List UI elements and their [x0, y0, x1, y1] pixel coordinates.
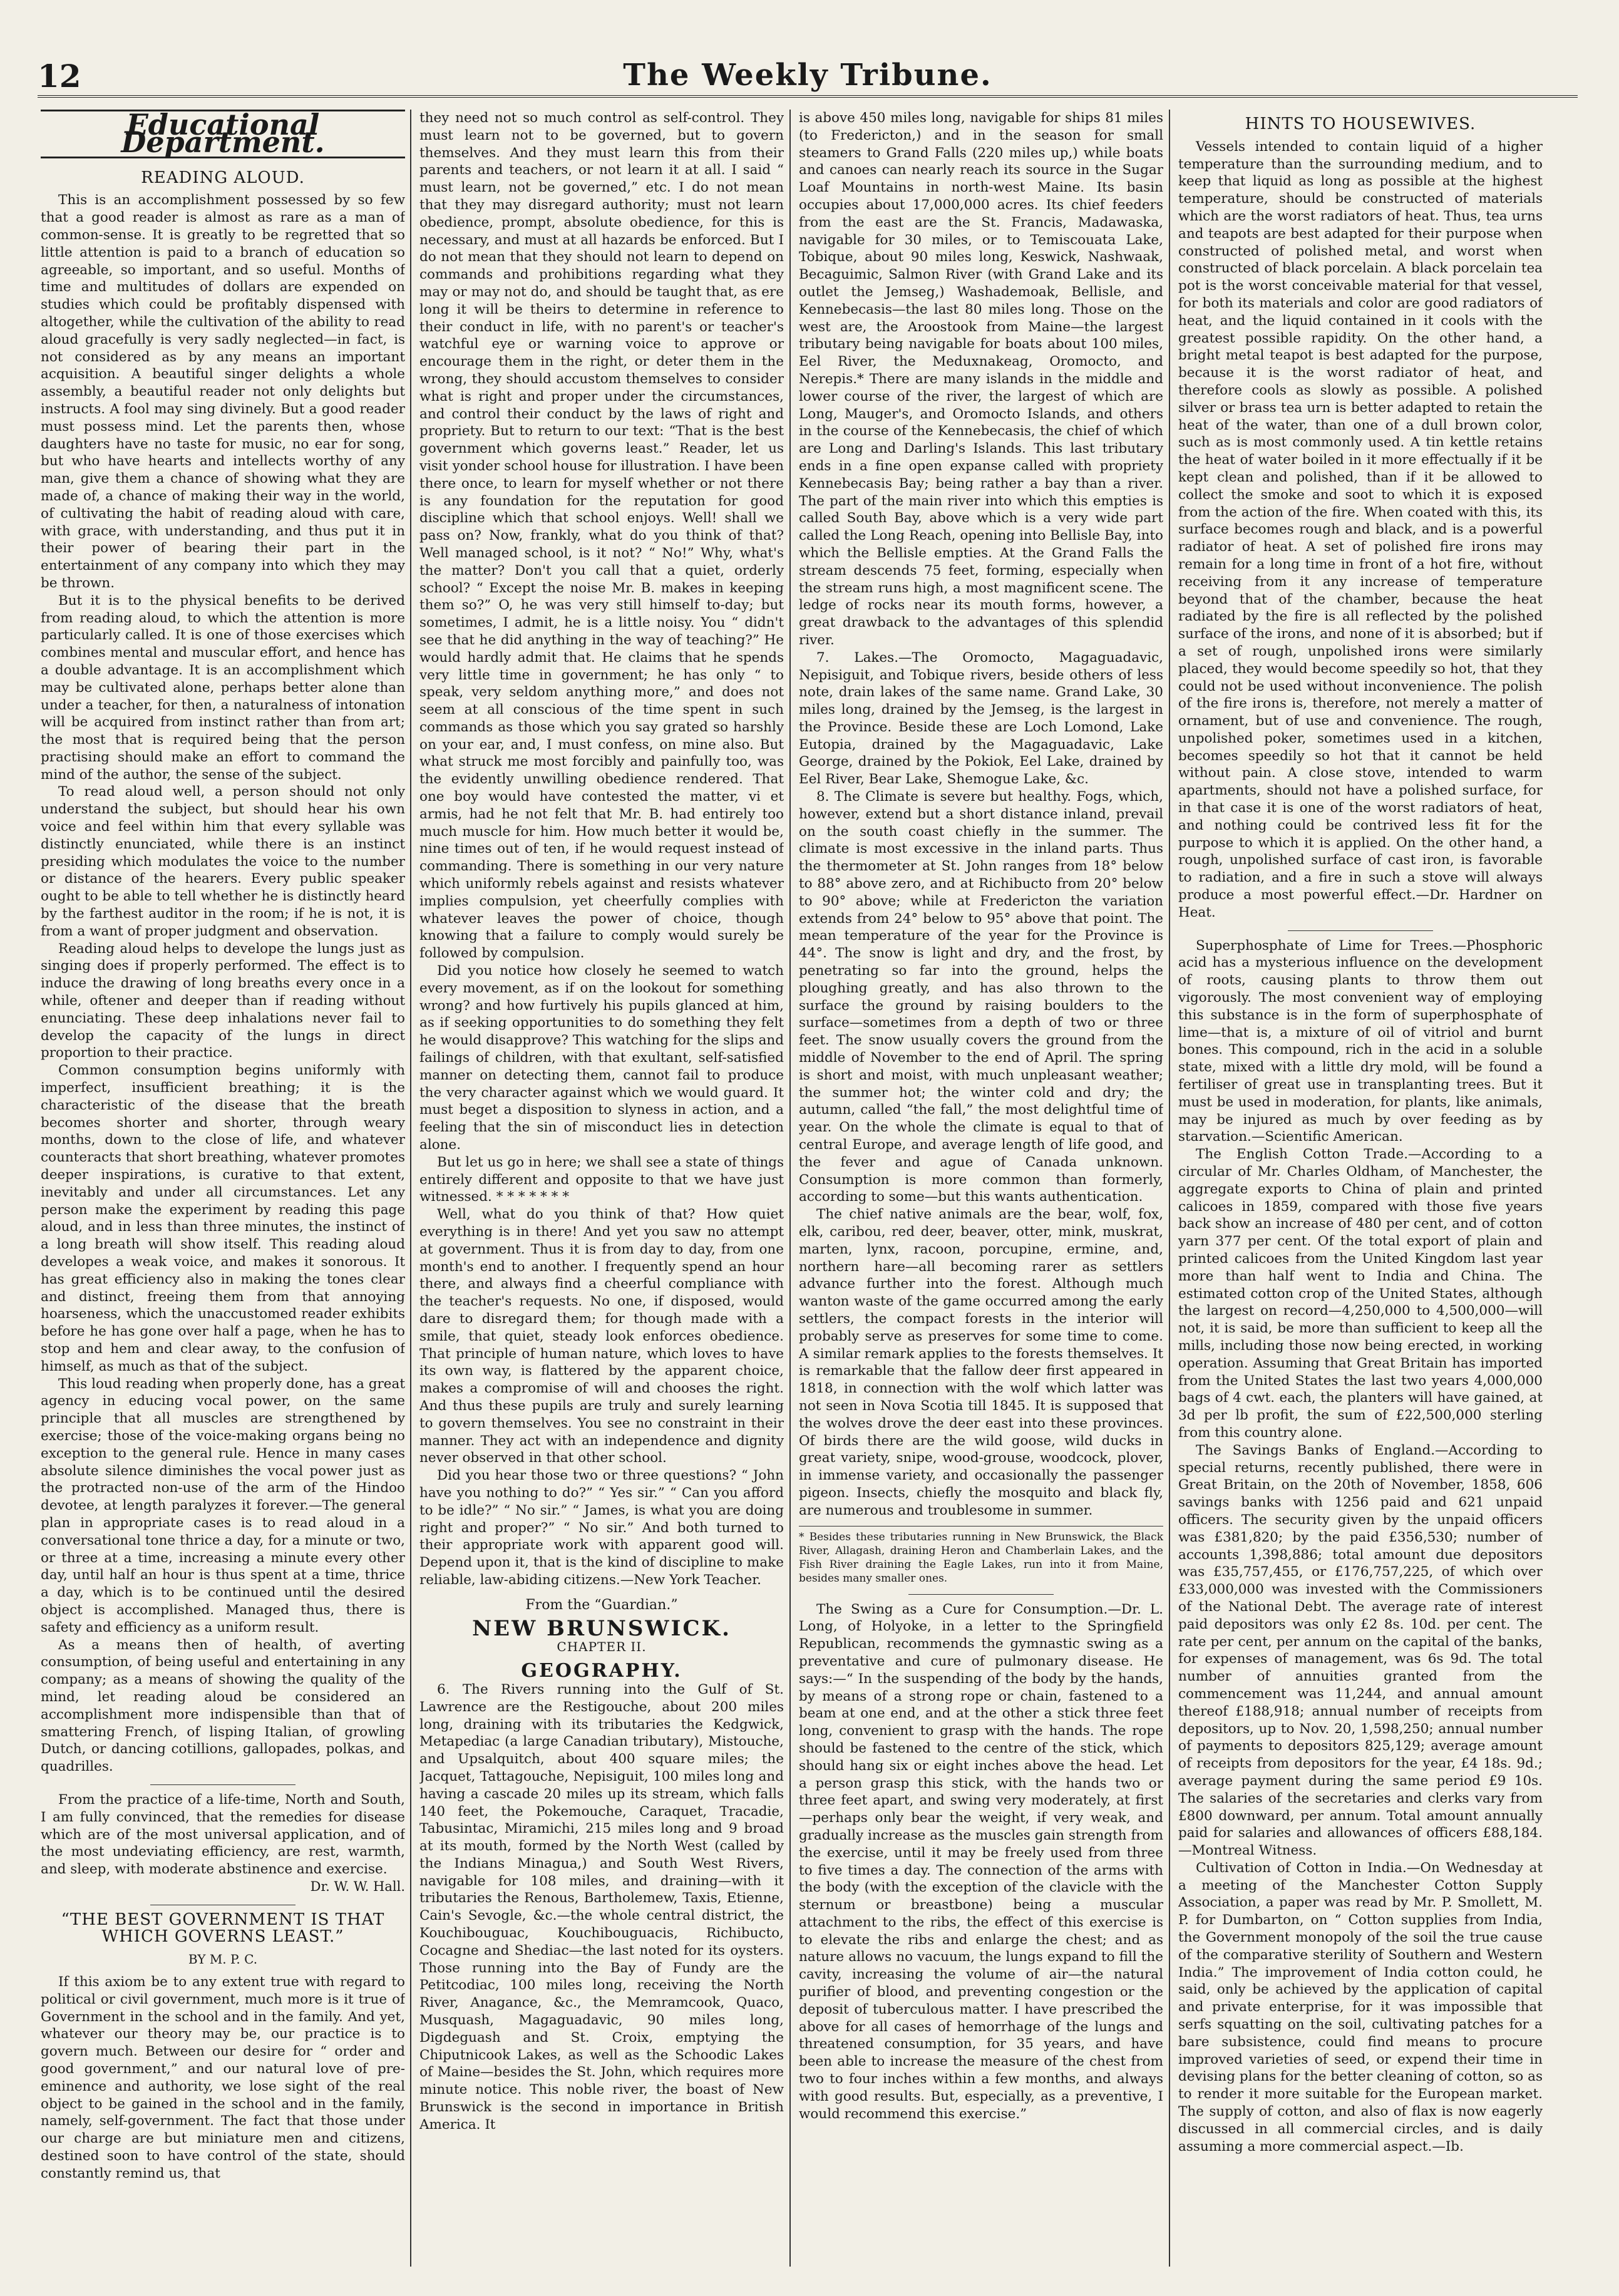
column-4 — [1178, 110, 1543, 2267]
paragraph: The Swing as a Cure for Consumption.—Dr. L. Long, of Holyoke, in a letter to the Springfield Republican, recommends the gymnastic swing as a preventative and cure of pulmonary disease. He says:—“ In the suspending of the body by the hands, by means of a strong rope or chain, fastened to a beam at one end, and at the other a stick three feet long, convenient to grasp with the hands. The rope should be fastened to the centre of the stick, which should hang six or eight inches above the head. Let a person grasp this stick, with the hands two or three feet apart, and swing very moderately, at first—perhaps only bear the weight, if very weak, and gradually increase as the muscles gain strength from the exercise, until it may be freely used from three to five times a day. The connection of the arms with the body (with the exception of the clavicle with the sternum or breastbone) being a muscular attachment to the ribs, the effect of this exercise is to elevate the ribs and enlarge the chest; and as nature allows no vacuum, the lungs expand to fill the cavity, increasing the volume of air—the natural purifier of blood, and preventing congestion or the deposit of tuberculous matter. I have prescribed the above for all cases of hemorrhage of the lungs and threatened consumption, for 35 years, and have been able to increase the measure of the chest from two to four inches within a few months, and always with good results. But, especially, as a preventive, I would recommend this exercise.” — [799, 1601, 1163, 2122]
paragraph: This loud reading when properly done, has a great agency in educing vocal power, on the same principle that all muscles are strengthened by exercise; those of the voice-making organs being no exception to the general rule. Hence in many cases absolute silence diminishes the vocal power just as the protracted non-use of the arm of the Hindoo devotee, at length paralyzes it forever.—The general plan in appropriate cases is to read aloud in a conversational tone thrice a day, for a minute or two, or three at a time, increasing a minute every other day, until half an hour is thus spent at a time, thrice a day, which is to be continued until the desired object is accomplished. Managed thus, there is safety and efficiency as a uniform result. — [41, 1376, 405, 1635]
footnote: * Besides these tributaries running in New Brunswick, the Black River, Allagash, draining Heron and Chamberlain Lakes, and the Fish River draining the Eagle Lakes, run into it from Maine, besides many smaller ones. — [799, 1526, 1163, 1585]
column-1 — [41, 110, 405, 2267]
department-heading: Educational Department. — [41, 110, 405, 158]
page-number: 12 — [38, 58, 81, 95]
paragraph: The Savings Banks of England.—According to special returns, recently published, there were in Great Britain, on the 20th of November, 1858, 606 savings banks with 1256 paid and 621 unpaid officers. The security given by the unpaid officers was £381,820; by the paid £356,530; number of accounts 1,398,886; total amount due depositors was £35,757,455, or £176,757,225, of which over £33,000,000 was invested with the Commissioners of the National Debt. The average rate of interest paid depositors was only £2 8s. 10d. per cent. The rate per cent, per annum on the capital of the banks, for expenses of management, was 6s 9d. The total number of annuities granted from the commencement was 11,244, and annual amount thereof £188,918; annual number of receipts from depositors, up to Nov. 20, 1,598,250; annual number of payments to depositors 825,129; average amount of receipts from depositors for the year, £4 18s. 9d.; average payment during the same period £9 10s. The salaries of the secretaries and clerks vary from £800 downward, per annum. Total amount annually paid for salaries and allowances of officers £88,184.—Montreal Witness. — [1178, 1442, 1543, 1859]
newspaper-title: The Weekly Tribune. — [623, 58, 992, 93]
paragraph: The English Cotton Trade.—According to a circular of Mr. Charles Oldham, of Manchester, the aggregate exports to China of plain and printed calicoes in 1859, compared with those five years back show an increase of 480 per cent, and of cotton yarn 377 per cent. Of the total export of plain and printed calicoes from the United Kingdom last year more than half went to India and China. The estimated cotton crop of the United States, although the largest on record—4,250,000 to 4,500,000—will not, it is said, be more than sufficient to keep all the mills, including those now being erected, in working operation. Assuming that Great Britain has imported from the United States the last two years 4,000,000 bags of 4 cwt. each, the planters will have gained, at 3d per lb profit, the sum of £22,500,000 sterling from this country alone. — [1178, 1146, 1543, 1441]
paragraph: they need not so much control as self-control. They must learn not to be governed, but to govern themselves. And they must learn this from their parents and teachers, or not learn it at all. I said “ must learn, not be governed,” etc. I do not mean that they may disregard authority; must not learn obedience, prompt, absolute obedience, for this is necessary, and must at all hazards be enforced. But I do not mean that they should not learn to depend on commands and prohibitions regarding what they may or may not do, and should be taught that, as ere long it will be theirs to determine in reference to their conduct in life, with no parent's or teacher's watchful eye or warning voice to approve or encourage them in the right, or deter them in the wrong, they should accustom themselves to consider what is right and proper under the circumstances, and control their conduct by the laws of right and propriety. But to return to our text: “That is the best government which governs least.” Reader, let us visit yonder school house for illustration. I have been there once, to learn for myself whether or not there is any foundation for the reputation for good discipline which that school enjoys. Well! shall we pass on? Now, frankly, what do you think of that? Well managed school, is it not? “ No!” Why, what's the matter? Don't you call that a quiet, orderly school? “ Except the noise Mr. B. makes in keeping them so?” O, he was very still himself to-day; but sometimes, I admit, he is a little noisy. You “ didn't see that he did anything in the way of teaching?” He would hardly admit that. He claims that he spends very little time in government; he has only “ to speak, very seldom anything more,” and does not seem at all conscious of the time spent in such commands as those which you say grated so harshly on your ear, and, I must confess, on mine also. But what struck me most forcibly and painfully too, was the evidently unwilling obedience rendered. That one boy would have contested the matter, vi et armis, had he not felt that Mr. B. had entirely too much muscle for him. How much better it would be, nine times out of ten, if he would request instead of commanding. There is something in our very nature which uniformly rebels against and resists whatever implies compulsion, yet cheerfully complies with whatever leaves the power of choice, though knowing that a failure to comply would surely be followed by compulsion. — [419, 110, 784, 962]
article-title-best-government: “THE BEST GOVERNMENT IS THAT WHICH GOVERNS LEAST.” — [61, 1910, 385, 1947]
paragraph: Vessels intended to contain liquid of a higher temperature than the surrounding medium, and to keep that liquid as long as possible at the highest temperature, should be constructed of materials which are the worst radiators of heat. Thus, tea urns and teapots are best adapted for their purpose when constructed of polished metal, and worst when constructed of black porcelain. A black porcelain tea pot is the worst conceivable material for that vessel, for both its materials and color are good radiators of heat, and the liquid contained in it cools with the greatest possible rapidity. On the other hand, a bright metal teapot is best adapted for the purpose, because it is the worst radiator of heat, and therefore cools as slowly as possible. A polished silver or brass tea urn is better adapted to retain the heat of the water, than one of a dull brown color, such as is most commonly used. A tin kettle retains the heat of water boiled in it more effectually if it be kept clean and polished, than if it be allowed to collect the smoke and soot to which it is exposed from the action of the fire. When coated with this, its surface becomes rough and black, and is a powerful radiator of heat. A set of polished fire irons may remain for a long time in front of a hot fire, without receiving from it any increase of temperature beyond that of the chamber, because the heat radiated by the fire is all reflected by the polished surface of the irons, and none of it is absorbed; but if a set of rough, unpolished irons were similarly placed, they would become speedily so hot, that they could not be used without inconvenience. The polish of the fire irons is, therefore, not merely a matter of ornament, but of use and convenience. The rough, unpolished poker, sometimes used in a kitchen, becomes speedily so hot that it cannot be held without pain. A close stove, intended to warm apartments, should not have a polished surface, for in that case it is one of the worst radiators of heat, and nothing could be contrived less fit for the purpose to which it is applied. On the other hand, a rough, unpolished surface of cast iron, is favorable to radiation, and a fire in such a stove will always produce a most powerful effect.—Dr. Hardner on Heat. — [1178, 138, 1543, 920]
paragraph: This is an accomplishment possessed by so few that a good reader is almost as rare as a man of common-sense. It is greatly to be regretted that so little attention is paid to a branch of education so agreeable, so important, and so useful. Months of time and multitudes of dollars are expended on studies which could be profitably dispensed with altogether, while the cultivation of the ability to read aloud gracefully is very sadly neglected—in fact, is not considered as by any means an important acquisition. A beautiful singer delights a whole assembly, a beautiful reader not only delights but instructs. A fool may sing divinely. But a good reader must possess mind. Let the parents then, whose daughters have no taste for music, no ear for song, but who have hearts and intellects worthy of any man, give them a chance of showing what they are made of, a chance of making their way in the world, of cultivating the habit of reading aloud with care, with grace, with understanding, and thus put it in their power of bearing their part in the entertainment of any company into which they may be thrown. — [41, 192, 405, 591]
paragraph: From the practice of a life-time, North and South, I am fully convinced, that the remedies for disease which are of the most universal application, and of the most undeviating efficiency, are rest, warmth, and sleep, with moderate abstinence and exercise. — [41, 1791, 405, 1878]
column-2 — [419, 110, 784, 2267]
source-credit: From the “Guardian.” — [525, 1597, 678, 1613]
article-signature: Dr. W. W. Hall. — [310, 1878, 405, 1894]
paragraph: But let us go in here; we shall see a state of things entirely different and opposite to that we have just witnessed. * * * * * * * — [419, 1154, 784, 1205]
paragraph: To read aloud well, a person should not only understand the subject, but should hear his own voice and feel within him that every syllable was distinctly enunciated, while there is an instinct presiding which modulates the voice to the number or distance of the hearers. Every public speaker ought to be able to tell whether he is distinctly heard by the farthest auditor in the room; if he is not, it is from a want of proper judgment and observation. — [41, 784, 405, 939]
paragraph: Common consumption begins uniformly with imperfect, insufficient breathing; it is the characteristic of the disease that the breath becomes shorter and shorter, through weary months, down to the close of life, and whatever counteracts that short breathing, whatever promotes deeper inspirations, is curative to that extent, inevitably and under all circumstances. Let any person make the experiment by reading this page aloud, and in less than three minutes, the instinct of a long breath will show itself. This reading aloud developes a weak voice, and makes it sonorous. It has great efficiency also in making the tones clear and distinct, freeing them from that annoying hoarseness, which the unaccustomed reader exhibits before he has gone over half a page, when he has to stop and hem and clear away, to the confusion of himself, as much as that of the subject. — [41, 1063, 405, 1374]
paragraph: If this axiom be to any extent true with regard to political or civil government, much more is it true of Government in the school and in the family. And yet, whatever our theory may be, our practice is to govern much. Between our desire for “ order and good government,” and our natural love of pre-eminence and authority, we lose sight of the real object to be gained in the school and in the family, namely, self-government. The fact that those under our charge are but miniature men and citizens, destined soon to have control of the state, should constantly remind us, that — [41, 1974, 405, 2181]
paragraph: 7. Lakes.—The Oromocto, Magaguadavic, Nepisiguit, and Tobique rivers, beside others of less note, drain lakes of the same name. Grand Lake, 30 miles long, drained by the Jemseg, is the largest in the Province. Beside these are Loch Lomond, Lake Eutopia, drained by the Magaguadavic, Lake George, drained by the Pokiok, Eel Lake, drained by Eel River, Bear Lake, Shemogue Lake, &c. — [799, 649, 1163, 788]
paragraph: But it is to the physical benefits to be derived from reading aloud, to which the attention is more particularly called. It is one of those exercises which combines mental and muscular effort, and hence has a double advantage. It is an accomplishment which may be cultivated alone, perhaps better alone than under a teacher, for then, a naturalness of intonation will be acquired from instinct rather than from art; the most that is required being that the person practising should make an effort to command the mind of the author, the sense of the subject. — [41, 592, 405, 783]
divider — [908, 1594, 1054, 1595]
article-title-reading-aloud: READING ALOUD. — [141, 168, 305, 187]
column-rule — [789, 110, 791, 2267]
paragraph: 6. The Rivers running into the Gulf of St. Lawrence are the Restigouche, about 200 miles long, draining with its tributaries the Kedgwick, Metapediac (a large Canadian tributary), Mistouche, and Upsalquitch, about 400 square miles; the Jacquet, Tattagouche, Nepisiguit, 100 miles long and having a cascade 20 miles up its stream, which falls 140 feet, the Pokemouche, Caraquet, Tracadie, Tabusintac, Miramichi, 215 miles long and 9 broad at its mouth, formed by the North West (called by the Indians Minagua,) and South West Rivers, navigable for 108 miles, and draining—with it tributaries the Renous, Bartholemew, Taxis, Etienne, Cain's Sevogle, &c.—the whole central district, the Kouchibouguac, Kouchibouguacis, Richibucto, Cocagne and Shediac—the last noted for its oysters. Those running into the Bay of Fundy are the Petitcodiac, 100 miles long, receiving the North River, Anagance, &c., the Memramcook, Quaco, Musquash, Magaguadavic, 90 miles long, Digdeguash and St. Croix, emptying the Chiputnicook Lakes, as well as the Schoodic Lakes of Maine—besides the St. John, which requires more minute notice. This noble river, the boast of New Brunswick is the second in importance in British America. It — [419, 1681, 784, 2133]
paragraph: As a means then of health, of averting consumption, of being useful and entertaining in any company; as a means of showing the quality of the mind, let reading aloud be considered an accomplishment more indispensible than that of smattering French, of lisping Italian, of growling Dutch, or dancing cotillions, gallopades, polkas, and quadrilles. — [41, 1637, 405, 1775]
section-title-geography: GEOGRAPHY. — [521, 1660, 682, 1682]
paragraph: Did you notice how closely he seemed to watch every movement, as if on the lookout for something wrong? and how furtively his pupils glanced at him, as if seeking opportunities to do something they felt he would disapprove? This watching for the slips and failings of children, with that exultant, self-satisfied manner on detecting them, cannot fail to produce the very character against which we would guard. It must beget a disposition to slyness in action, and a feeling that the sin of misconduct lies in detection alone. — [419, 963, 784, 1153]
column-rule — [1169, 110, 1170, 2267]
paragraph: is above 450 miles long, navigable for ships 81 miles (to Fredericton,) and in the season for small steamers to Grand Falls (220 miles up,) while boats and canoes can nearly reach its source in the Sugar Loaf Mountains in north-west Maine. Its basin occupies about 17,000,000 acres. Its chief feeders from the east are the St. Francis, Madawaska, navigable for 30 miles, or to Temiscouata Lake, Tobique, about 90 miles long, Keswick, Nashwaak, Becaguimic, Salmon River (with Grand Lake and its outlet the Jemseg,) Washademoak, Bellisle, and Kennebecasis—the last 80 miles long. Those on the west are, the Aroostook from Maine—the largest tributary being navigable for boats about 100 miles, Eel River, the Meduxnakeag, Oromocto, and Nerepis.* There are many islands in the middle and lower course of the river, the largest of which are Long, Mauger's, and Oromocto Islands, and others in the course of the Kennebecasis, the chief of which are Long and Darling's Islands. This last tributary ends in a fine open expanse called with propriety Kennebecasis Bay; being rather a bay than a river. The part of the main river into which this empties is called South Bay, above which is a very wide part called the Long Reach, opening into Bellisle Bay, into which the Bellisle empties. At the Grand Falls the stream descends 75 feet, forming, especially when the stream runs high, a most magnificent scene. The ledge of rocks near its mouth forms, however, a great drawback to the advantages of this splendid river. — [799, 110, 1163, 648]
paragraph: The chief native animals are the bear, wolf, fox, elk, caribou, red deer, beaver, otter, mink, muskrat, marten, lynx, racoon, porcupine, ermine, and, northern hare—all becoming rarer as settlers advance further into the forest. Although much wanton waste of the game occurred among the early settlers, the compact forests in the interior will probably serve as preserves for some time to come. A similar remark applies to the forests themselves. It is remarkable that the fallow deer first appeared in 1818, in connection with the wolf which latter was not seen in Nova Scotia till 1845. It is supposed that the wolves drove the deer east into these provinces. Of birds there are the wild goose, wild ducks in great variety, snipe, wood-grouse, woodcock, plover, in immense variety, and occasionally the passenger pigeon. Insects, chiefly the mosquito and black fly, are numerous and troublesome in summer. — [799, 1207, 1163, 1518]
column-3 — [799, 110, 1163, 2267]
paragraph: Superphosphate of Lime for Trees.—Phosphoric acid has a mysterious influence on the development of roots, causing plants to throw them out vigorously. The most convenient way of employing this substance is in the form of superphosphate of lime—that is, a mixture of oil of vitriol and burnt bones. This compound, rich in the acid in a soluble state, mixed with a little dry mold, will be found a fertiliser of great use in transplanting trees. But it must be used in moderation, for plants, like animals, may be injured as much by over feeding as by starvation.—Scientific American. — [1178, 937, 1543, 1145]
paragraph: Reading aloud helps to develope the lungs just as singing does if properly performed. The effect is to induce the drawing of long breaths every once in a while, oftener and deeper than if reading without enunciating. These deep inhalations never fail to develop the capacity of the lungs in direct proportion to their practice. — [41, 940, 405, 1061]
column-rule — [410, 110, 411, 2267]
article-title-new-brunswick: NEW BRUNSWICK. — [472, 1615, 731, 1641]
paragraph: Cultivation of Cotton in India.—On Wednesday at a meeting of the Manchester Cotton Supply Association, a paper was read by Mr. P. Smollett, M. P. for Dumbarton, on “ Cotton supplies from India, the Government monopoly of the soil the true cause of the comparative sterility of Southern and Western India.” The improvement of India cotton could, he said, only be achieved by the application of capital and private enterprise, for it was impossible that serfs squatting on the soil, cultivating patches for a bare subsistence, could find means to procure improved varieties of seed, or expend their time in devising plans for the better cleaning of cotton, so as to render it more suitable for the European market. The supply of cotton, and also of flax is now eagerly discussed in all commercial circles, and is daily assuming a more commercial aspect.—Ib. — [1178, 1860, 1543, 2154]
divider — [1288, 930, 1434, 931]
masthead — [38, 58, 1578, 98]
article-title-hints-to-housewives: HINTS TO HOUSEWIVES. — [1245, 115, 1476, 133]
chapter-label: CHAPTER II. — [557, 1639, 647, 1655]
paragraph: Well, what do you think of that? How quiet everything is in there! And yet you saw no attempt at government. Thus it is from day to day, from one month's end to another. I frequently spend an hour there, and always find a cheerful compliance with the teacher's requests. No one, if disposed, would dare to disregard them; for though made with a smile, that quiet, steady look enforces obedience. That principle of human nature, which loves to have its own way, is flattered by the apparent choice, makes a compromise of will and chooses the right. And thus these pupils are truly and surely learning to govern themselves. You see no constraint in their manner. They act with an independence and dignity never observed in that other school. — [419, 1207, 784, 1466]
byline: BY M. P. C. — [188, 1952, 258, 1967]
paragraph: Did you hear those two or three questions? “ John have you nothing to do?” “ Yes sir.” “ Can you afford to be idle?” “ No sir.” “ James, is what you are doing right and proper?” “ No sir.” And both turned to their appropriate work with apparent good will. Depend upon it, that is the kind of discipline to make reliable, law-abiding citizens.—New York Teacher. — [419, 1468, 784, 1588]
paragraph: 8. The Climate is severe but healthy. Fogs, which, however, extend but a short distance inland, prevail on the south coast chiefly in the summer. The climate is most excessive in the inland parts. Thus the thermometer at St. John ranges from 18° below to 88° above zero, and at Richibucto from 20° below to 90° above; while at Fredericton the variation extends from 24° below to 95° above that point. The mean temperature of the year for the Province is 44°. The snow is light and dry, and the frost, by penetrating so far into the ground, helps the ploughing greatly, and has also thrown to the surface the ground by raising boulders to the surface—sometimes from a depth of two or three feet. The snow usually covers the ground from the middle of November to the end of April. The spring is short and moist, with much unpleasant weather; the summer hot; the winter cold and dry; the autumn, called “the fall,” the most delightful time of year. On the whole the climate is equal to that of central Europe, and average length of life good, and the fever and ague of Canada unknown. Consumption is more common than formerly, according to some—but this wants authentication. — [799, 789, 1163, 1205]
divider — [150, 1784, 296, 1785]
